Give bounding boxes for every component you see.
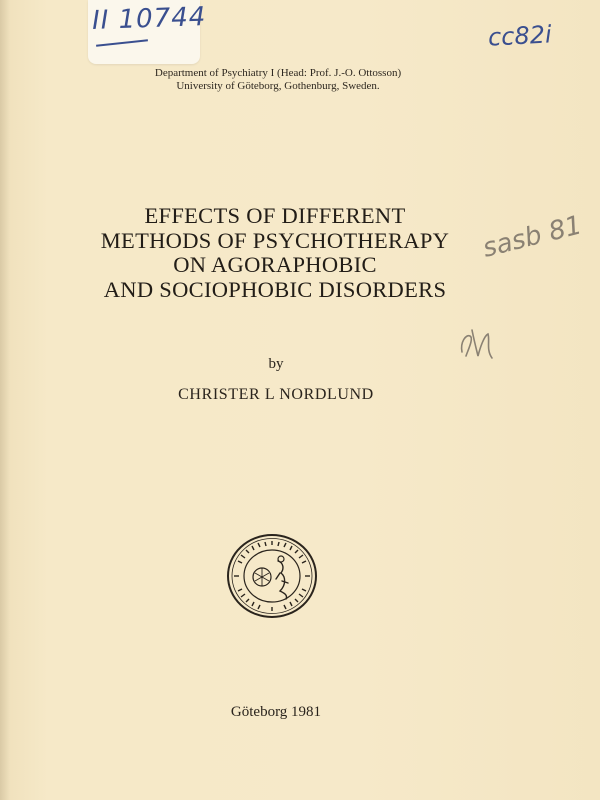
title-line-2: METHODS OF PSYCHOTHERAPY <box>100 227 450 253</box>
pencil-note: sasb 81 <box>479 210 586 264</box>
institution-university: University of Göteborg, Gothenburg, Sweden. <box>176 80 380 92</box>
university-seal-icon <box>226 533 318 619</box>
handwritten-shelfmark: II 10744 <box>91 2 207 36</box>
title-line-3: ON AGORAPHOBIC <box>173 252 377 277</box>
author-name: CHRISTER L NORDLUND <box>178 386 374 403</box>
thesis-title <box>0 204 550 302</box>
institution-block <box>0 67 556 93</box>
title-line-1: EFFECTS OF DIFFERENT <box>144 203 406 228</box>
handwritten-corner-code: cc82i <box>487 20 553 52</box>
institution-department: Department of Psychiatry I (Head: Prof. J.-O. Ottosson) <box>154 67 402 79</box>
imprint-place-year: Göteborg 1981 <box>230 704 322 720</box>
byline-by: by <box>268 356 284 372</box>
title-line-4: AND SOCIOPHOBIC DISORDERS <box>103 276 447 302</box>
